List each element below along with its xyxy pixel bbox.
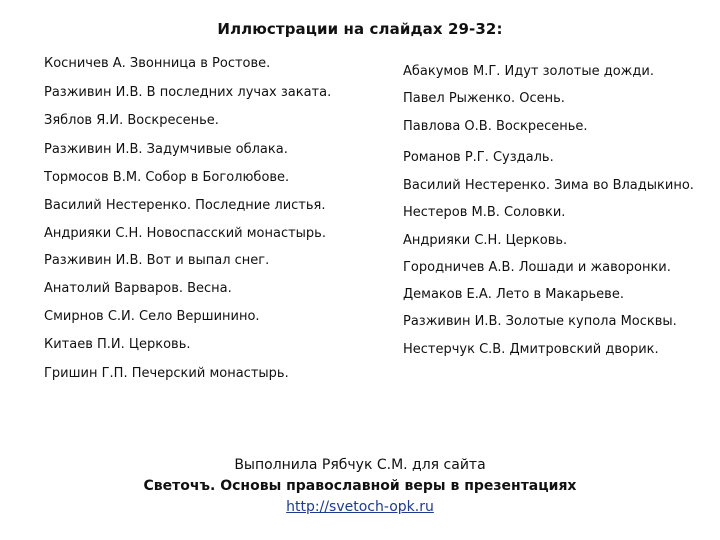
- list-item: Разживин И.В. Задумчивые облака.: [44, 142, 288, 157]
- list-item: Романов Р.Г. Суздаль.: [403, 150, 554, 165]
- list-item: Городничев А.В. Лошади и жаворонки.: [403, 260, 671, 275]
- list-item: Василий Нестеренко. Последние листья.: [44, 198, 326, 213]
- list-item: Зяблов Я.И. Воскресенье.: [44, 113, 219, 128]
- list-item: Павлова О.В. Воскресенье.: [403, 119, 588, 134]
- credits-footer: [0, 455, 720, 518]
- list-item: Абакумов М.Г. Идут золотые дожди.: [403, 64, 654, 79]
- list-item: Тормосов В.М. Собор в Боголюбове.: [44, 170, 290, 185]
- site-link[interactable]: http://svetoch-opk.ru: [286, 499, 434, 515]
- list-item: Нестеров М.В. Соловки.: [403, 205, 566, 220]
- author-credit: Выполнила Рябчук С.М. для сайта: [234, 457, 486, 473]
- list-item: Нестерчук С.В. Дмитровский дворик.: [403, 342, 659, 357]
- list-item: Разживин И.В. Вот и выпал снег.: [44, 253, 270, 268]
- list-item: Анатолий Варваров. Весна.: [44, 281, 232, 296]
- list-item: Павел Рыженко. Осень.: [403, 91, 565, 106]
- list-item: Косничев А. Звонница в Ростове.: [44, 56, 271, 71]
- site-name: Светочъ. Основы православной веры в презентациях: [143, 478, 577, 494]
- list-item: Китаев П.И. Церковь.: [44, 337, 191, 352]
- list-item: Разживин И.В. В последних лучах заката.: [44, 85, 332, 100]
- list-item: Гришин Г.П. Печерский монастырь.: [44, 366, 289, 381]
- list-item: Андрияки С.Н. Новоспасский монастырь.: [44, 226, 326, 241]
- list-item: Андрияки С.Н. Церковь.: [403, 233, 568, 248]
- list-item: Разживин И.В. Золотые купола Москвы.: [403, 314, 677, 329]
- slide-title: Иллюстрации на слайдах 29-32:: [217, 20, 503, 38]
- list-item: Василий Нестеренко. Зима во Владыкино.: [403, 178, 694, 193]
- list-item: Смирнов С.И. Село Вершинино.: [44, 309, 260, 324]
- list-item: Демаков Е.А. Лето в Макарьеве.: [403, 287, 624, 302]
